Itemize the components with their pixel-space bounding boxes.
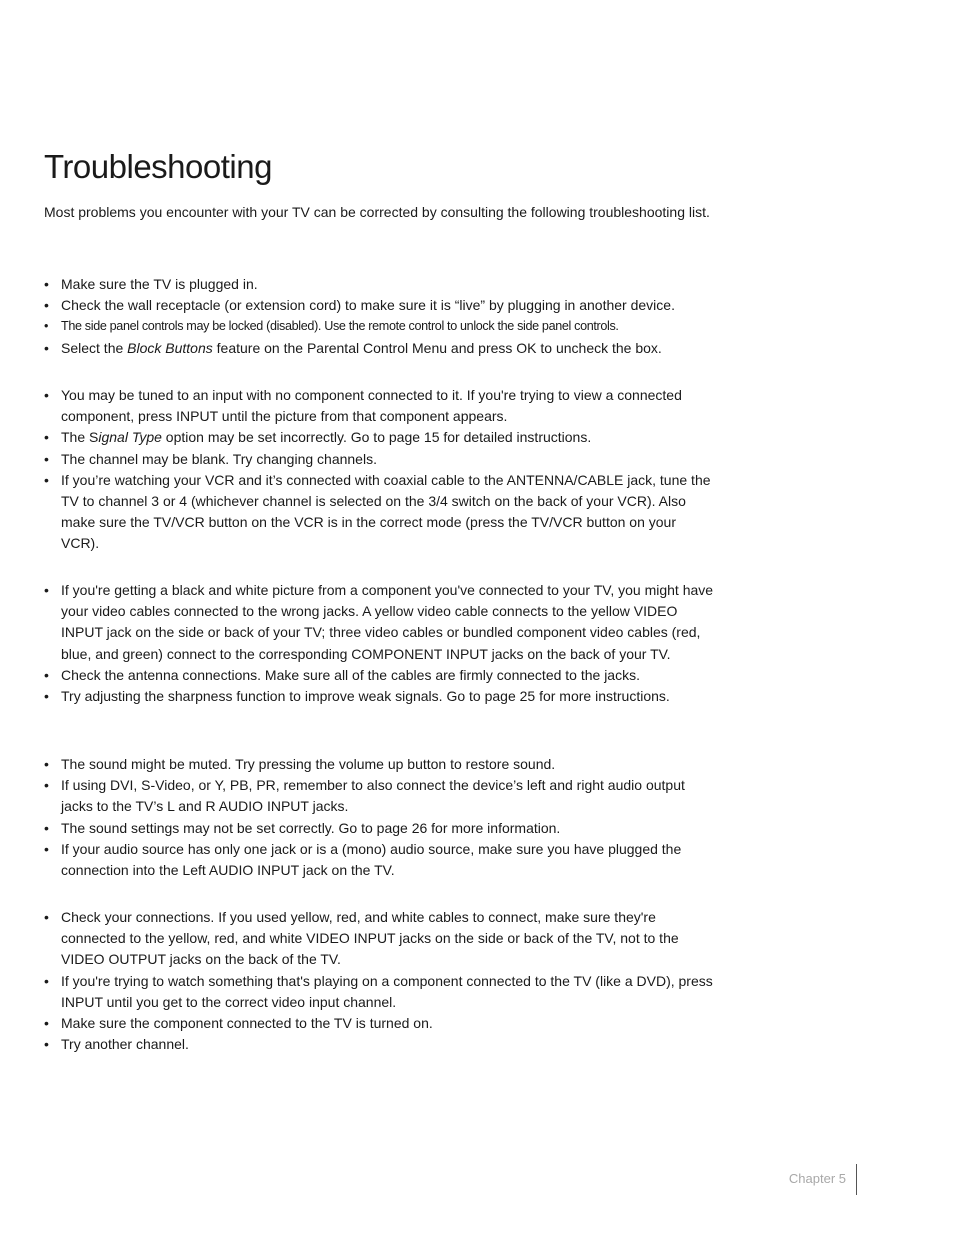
list-item: • Try another channel.	[44, 1034, 714, 1055]
bullet-icon: •	[44, 1036, 49, 1053]
footer-divider	[856, 1164, 857, 1195]
troubleshooting-list-5	[44, 907, 714, 1055]
bullet-icon: •	[44, 972, 49, 989]
list-item: • Check the wall receptacle (or extension cord) to make sure it is “live” by plugging in another device.	[44, 295, 714, 316]
list-item: • The Signal Type option may be set incorrectly. Go to page 15 for detailed instructions.	[44, 427, 714, 448]
bullet-icon: •	[44, 319, 49, 334]
troubleshooting-list-1	[44, 274, 714, 359]
list-item: • Make sure the TV is plugged in.	[44, 274, 714, 295]
bullet-icon: •	[44, 1015, 49, 1032]
bullet-icon: •	[44, 582, 49, 598]
chapter-label: Chapter 5	[788, 1171, 846, 1186]
list-item: • The channel may be blank. Try changing channels.	[44, 449, 714, 470]
list-item: • The sound settings may not be set correctly. Go to page 26 for more information.	[44, 818, 714, 839]
troubleshooting-list-3	[44, 580, 714, 707]
bullet-icon: •	[44, 840, 49, 857]
list-item: • Make sure the component connected to the TV is turned on.	[44, 1013, 714, 1034]
list-item: • You may be tuned to an input with no component connected to it. If you're trying to view a connected component, press INPUT until the picture from that component appears.	[44, 387, 682, 425]
list-item: • The side panel controls may be locked (disabled). Use the remote control to unlock the side panel controls.	[44, 316, 714, 337]
bullet-icon: •	[44, 450, 49, 467]
bullet-icon: •	[44, 756, 49, 772]
bullet-icon: •	[44, 819, 49, 836]
bullet-icon: •	[44, 339, 49, 356]
troubleshooting-list-4	[44, 754, 714, 881]
list-item: • If you’re watching your VCR and it’s connected with coaxial cable to the ANTENNA/CABLE jack, tune the TV to channel 3 or 4 (whichever channel is selected on the 3/4 switch on the back of your VCR). Also make sure the TV/VCR button on the VCR is in the correct mode (press the TV/VCR button on your VCR).	[44, 471, 711, 552]
bullet-icon: •	[44, 276, 49, 292]
intro-paragraph: Most problems you encounter with your TV can be corrected by consulting the following troubleshooting list.	[44, 204, 710, 220]
bullet-icon: •	[44, 429, 49, 446]
list-item: • If your audio source has only one jack or is a (mono) audio source, make sure you have plugged the connection into the Left AUDIO INPUT jack on the TV.	[44, 840, 682, 879]
bullet-icon: •	[44, 688, 49, 705]
bullet-icon: •	[44, 471, 49, 488]
list-item: • If using DVI, S-Video, or Y, PB, PR, remember to also connect the device’s left and right audio output jacks to the TV’s L and R AUDIO INPUT jacks.	[44, 777, 685, 815]
bullet-icon: •	[44, 777, 49, 794]
page-title: Troubleshooting	[44, 148, 272, 185]
bullet-icon: •	[44, 297, 49, 314]
bullet-icon: •	[44, 909, 49, 925]
list-item: • Select the Block Buttons feature on the Parental Control Menu and press OK to uncheck the box.	[44, 338, 714, 359]
list-item: • If you're getting a black and white picture from a component you've connected to your TV, you might have your video cables connected to the wrong jacks. A yellow video cable connects to the yellow VIDEO INPUT jack on the side or back of your TV; three video cables or bundled component video cables (red, blue, and green) connect to the corresponding COMPONENT INPUT jacks on the back of your TV.	[44, 582, 714, 662]
bullet-icon: •	[44, 387, 49, 403]
list-item: • The sound might be muted. Try pressing the volume up button to restore sound.	[44, 754, 714, 775]
emphasis: Block Buttons	[127, 339, 213, 356]
list-item: • Try adjusting the sharpness function to improve weak signals. Go to page 25 for more instructions.	[44, 686, 714, 707]
list-item: • Check the antenna connections. Make sure all of the cables are firmly connected to the jacks.	[44, 665, 714, 686]
emphasis: ignal Type	[98, 429, 162, 446]
bullet-icon: •	[44, 666, 49, 683]
list-item: • Check your connections. If you used yellow, red, and white cables to connect, make sure they're connected to the yellow, red, and white VIDEO INPUT jacks on the side or back of the TV, not to the VIDEO OUTPUT jacks on the back of the TV.	[44, 909, 679, 968]
list-item: • If you're trying to watch something that's playing on a component connected to the TV (like a DVD), press INPUT until you get to the correct video input channel.	[44, 972, 713, 1010]
troubleshooting-list-2	[44, 385, 714, 555]
